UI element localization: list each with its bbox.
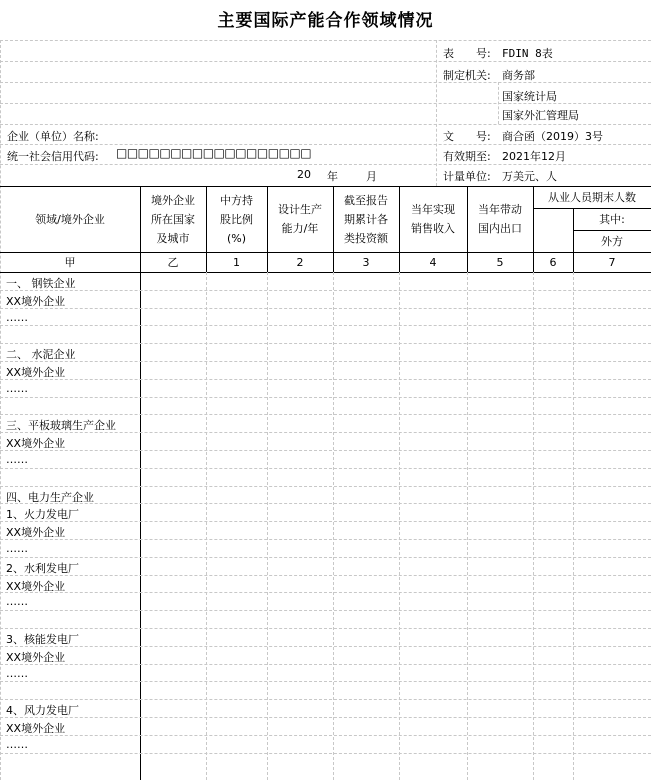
column-code: 4 [429, 255, 437, 269]
form-no-value: FDIN 8表 [502, 47, 553, 60]
valid-until-label: 有效期至: [443, 150, 491, 163]
grid-line [333, 272, 334, 780]
page-title: 主要国际产能合作领域情况 [217, 11, 434, 31]
doc-no-value: 商合函（2019）3号 [502, 130, 603, 143]
grid-line [0, 164, 651, 165]
grid-line [0, 468, 651, 469]
row-label: 2、水利发电厂 [6, 562, 79, 575]
grid-line [573, 272, 574, 780]
grid-line [0, 450, 651, 451]
row-label: 一、 钢铁企业 [6, 277, 76, 290]
row-label: …… [6, 311, 28, 324]
grid-line [0, 40, 651, 41]
grid-line [0, 397, 651, 398]
grid-line [0, 343, 651, 344]
row-label: XX境外企业 [6, 295, 66, 308]
header-investment: 截至报告 期累计各 类投资额 [344, 193, 388, 245]
row-label: 二、 水泥企业 [6, 348, 76, 361]
grid-line [0, 557, 651, 558]
grid-line [0, 646, 651, 647]
header-domain: 领域/境外企业 [35, 212, 105, 226]
grid-line [0, 753, 651, 754]
unit-value: 万美元、人 [502, 170, 557, 183]
grid-line [0, 699, 651, 700]
form-no-label: 表 号: [443, 47, 491, 60]
grid-line [0, 325, 651, 326]
row-label: 1、火力发电厂 [6, 508, 79, 521]
column-code: 5 [496, 255, 504, 269]
row-label: …… [6, 595, 28, 608]
header-country: 境外企业 所在国家 及城市 [151, 193, 195, 245]
grid-line [0, 503, 651, 504]
authority-2: 国家统计局 [502, 90, 557, 103]
report-year-suffix: 年 [327, 170, 338, 183]
credit-code-label: 统一社会信用代码: [7, 150, 99, 163]
row-label: XX境外企业 [6, 651, 66, 664]
row-label: XX境外企业 [6, 580, 66, 593]
grid-line [467, 272, 468, 780]
header-capacity: 设计生产 能力/年 [278, 203, 322, 235]
grid-line [0, 575, 651, 576]
authority-3: 国家外汇管理局 [502, 109, 579, 122]
grid-line [0, 628, 651, 629]
grid-line [0, 290, 651, 291]
grid-line [0, 610, 651, 611]
grid-line [0, 61, 651, 62]
grid-line [0, 592, 651, 593]
grid-line [267, 272, 268, 780]
header-among: 其中: [599, 212, 625, 226]
grid-line [436, 40, 437, 186]
row-label: 四、电力生产企业 [6, 491, 94, 504]
header-foreign: 外方 [601, 234, 623, 248]
row-label: …… [6, 453, 28, 466]
header-share: 中方持 股比例 (%) [220, 193, 253, 245]
row-label: …… [6, 542, 28, 555]
header-export: 当年带动 国内出口 [478, 203, 522, 235]
unit-label: 计量单位: [443, 170, 491, 183]
grid-line [0, 144, 651, 145]
row-label: XX境外企业 [6, 526, 66, 539]
row-label: XX境外企业 [6, 722, 66, 735]
grid-line [0, 82, 651, 83]
border-line [140, 272, 141, 780]
row-label: XX境外企业 [6, 366, 66, 379]
row-label: …… [6, 738, 28, 751]
grid-line [498, 82, 499, 124]
grid-line [0, 681, 651, 682]
grid-line [0, 40, 1, 780]
grid-line [0, 308, 651, 309]
column-code: 7 [608, 255, 616, 269]
column-code: 6 [549, 255, 557, 269]
row-label: 3、核能发电厂 [6, 633, 79, 646]
grid-line [533, 272, 534, 780]
grid-line [206, 272, 207, 780]
authority-1: 商务部 [502, 69, 535, 82]
column-code: 2 [296, 255, 304, 269]
row-label: XX境外企业 [6, 437, 66, 450]
row-label: …… [6, 667, 28, 680]
column-code: 乙 [167, 255, 179, 269]
grid-line [0, 664, 651, 665]
row-label: 三、平板玻璃生产企业 [6, 419, 116, 432]
credit-code-boxes: □□□□□□□□□□□□□□□□□□ [116, 146, 312, 160]
grid-line [0, 521, 651, 522]
header-sales: 当年实现 销售收入 [411, 203, 455, 235]
row-label: 4、风力发电厂 [6, 704, 79, 717]
grid-line [0, 361, 651, 362]
report-year: 20 [297, 168, 311, 181]
header-staff: 从业人员期末人数 [548, 190, 636, 204]
valid-until-value: 2021年12月 [502, 150, 566, 163]
column-code: 甲 [64, 255, 76, 269]
grid-line [399, 272, 400, 780]
border-line [0, 272, 651, 273]
row-label: …… [6, 382, 28, 395]
grid-line [0, 486, 651, 487]
grid-line [0, 379, 651, 380]
grid-line [0, 735, 651, 736]
grid-line [0, 717, 651, 718]
doc-no-label: 文 号: [443, 130, 491, 143]
report-month-suffix: 月 [366, 170, 377, 183]
authority-label: 制定机关: [443, 69, 491, 82]
column-code: 1 [233, 255, 240, 269]
column-code: 3 [362, 255, 370, 269]
grid-line [0, 124, 651, 125]
company-name-label: 企业（单位）名称: [7, 130, 99, 143]
grid-line [0, 414, 651, 415]
grid-line [0, 539, 651, 540]
